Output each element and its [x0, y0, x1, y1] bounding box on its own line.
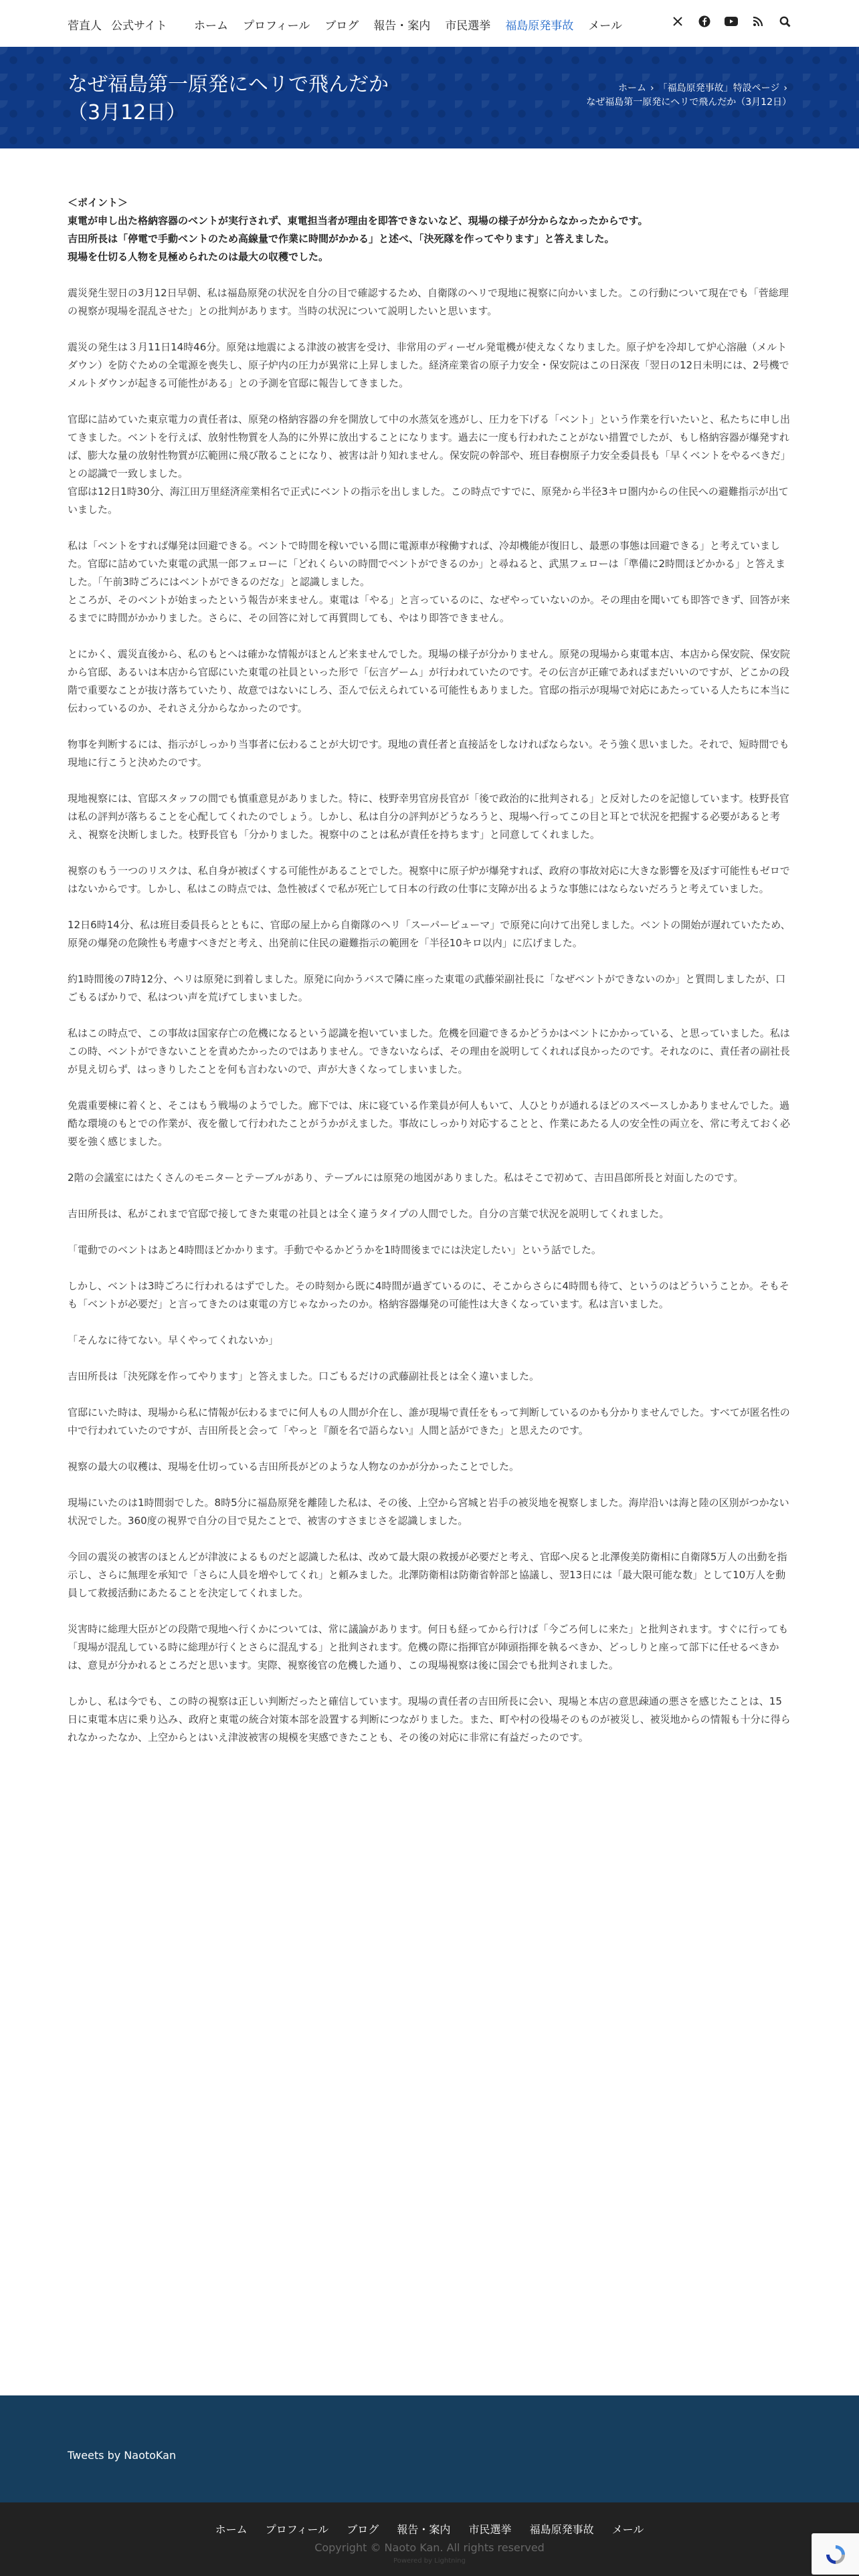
- recaptcha-badge[interactable]: [812, 2533, 859, 2575]
- article-paragraph: [68, 411, 791, 519]
- paragraph-text: 官邸にいた時は、現場から私に情報が伝わるまでに何人もの人間が介在し、誰が現場で責任をもって判断しているのかも分かりませんでした。すべてが匿名性の中で行われていたのですが、吉田所長と会って「やっと『顔を名で語らない』人間と話ができた」と思えたのです。: [68, 1406, 790, 1436]
- nav-item-citizen-election[interactable]: 市民選挙: [445, 19, 491, 33]
- breadcrumb: [586, 82, 791, 110]
- article-paragraph: [68, 338, 791, 393]
- brand-name: 菅直人: [68, 19, 102, 33]
- chevron-right-icon: ›: [783, 83, 787, 94]
- nav-item-home[interactable]: ホーム: [194, 19, 228, 33]
- footer-nav-citizen-election[interactable]: 市民選挙: [468, 2523, 512, 2536]
- points-heading: ＜ポイント＞: [68, 197, 128, 209]
- paragraph-text: 「電動でのベントはあと4時間ほどかかります。手動でやるかどうかを1時間後までには決定したい」という話でした。: [68, 1244, 601, 1256]
- footer-widget-area: [0, 2395, 859, 2502]
- brand-sub: 公式サイト: [111, 19, 167, 33]
- footer-nav-mail[interactable]: メール: [611, 2523, 644, 2536]
- paragraph-text: とにかく、震災直後から、私のもとへは確かな情報がほとんど来ませんでした。現場の様子が分かりません。原発の現場から東電本店、本店から保安院、保安院から官邸、あるいは本店から官邸にいた東電の社員といった形で「伝言ゲーム」が行われていたのです。その伝言が正確であればまだいいのですが、どこかの段階で重要なことが抜け落ちていたり、故意ではないにしろ、歪んで伝えられている可能性もありました。官邸の指示が現場で対応にあたっている人たちに本当に伝わっているのか、それさえ分からなかったのです。: [68, 648, 791, 714]
- point-item: 吉田所長は「停電で手動ベントのため高線量で作業に時間がかかる」と述べ、「決死隊を作ってやります」と答えました。: [68, 233, 615, 245]
- article-paragraph: [68, 1693, 791, 1747]
- paragraph-text: 私は「ベントをすれば爆発は回避できる。ベントで時間を稼いでいる間に電源車が稼働すれば、冷却機能が復旧し、最悪の事態は回避できる」と考えていました。官邸に詰めていた東電の武黒一郎フェローに「どれくらいの時間でベントができるのか」と尋ねると、武黒フェローは「準備に2時間ほどかかる」と答えました。「午前3時ごろにはベントができるのだな」と認識しました。: [68, 540, 786, 588]
- article-paragraph: [68, 862, 791, 898]
- breadcrumb-home[interactable]: ホーム: [618, 83, 647, 94]
- article-paragraph: [68, 1404, 791, 1440]
- footer-nav-profile[interactable]: プロフィール: [265, 2523, 329, 2536]
- nav-item-blog[interactable]: ブログ: [324, 19, 359, 33]
- paragraph-text: 視察の最大の収穫は、現場を仕切っている吉田所長がどのような人物なのかが分かったことでした。: [68, 1461, 520, 1473]
- article-paragraph: [68, 916, 791, 952]
- nav-item-profile[interactable]: プロフィール: [243, 19, 310, 33]
- article-paragraph: [68, 1097, 791, 1151]
- facebook-icon[interactable]: [698, 15, 711, 28]
- paragraph-text: 私はこの時点で、この事故は国家存亡の危機になるという認識を抱いていました。危機を回避できるかどうかはベントにかかっている、と思っていました。私はこの時、ベントができないことを責めたかったのではありません。できないならば、その理由を説明してくれれば良かったのです。それなのに、責任者の副社長が見え切らず、はっきりしたことを何も言わないので、声が大きくなってしまいました。: [68, 1027, 790, 1075]
- paragraph-text: 吉田所長は、私がこれまで官邸で接してきた東電の社員とは全く違うタイプの人間でした。自分の言葉で状況を説明してくれました。: [68, 1208, 670, 1220]
- article-paragraph: [68, 537, 791, 627]
- footer-nav-fukushima[interactable]: 福島原発事故: [529, 2523, 594, 2536]
- article-paragraph: [68, 1331, 791, 1350]
- rss-icon[interactable]: [751, 15, 765, 28]
- footer-nav-reports[interactable]: 報告・案内: [397, 2523, 451, 2536]
- search-icon[interactable]: [778, 15, 791, 28]
- paragraph-text: 約1時間後の7時12分、ヘリは原発に到着しました。原発に向かうバスで隣に座った東電の武藤栄副社長に「なぜベントができないのか」と質問しましたが、口ごもるばかりで、私はつい声を荒げてしまいました。: [68, 973, 786, 1003]
- page-title: [68, 71, 389, 127]
- social-links: [671, 15, 791, 28]
- site-brand[interactable]: [68, 16, 177, 33]
- paragraph-text: 災害時に総理大臣がどの段階で現地へ行くかについては、常に議論があります。何日も経ってから行けば「今ごろ何しに来た」と批判されます。すぐに行っても「現場が混乱している時に総理が行くとさらに混乱する」と批判されます。危機の際に指揮官が陣頭指揮を執るべきか、どっしりと座って部下に任せるべきかは、意見が分かれるところだと思います。実際、視察後官の危機した通り、この現場視察は後に国会でも批判されました。: [68, 1623, 789, 1671]
- footer-nav: [0, 2521, 859, 2537]
- article-body: [68, 194, 791, 1765]
- point-item: 現場を仕切る人物を見極められたのは最大の収穫でした。: [68, 251, 329, 263]
- paragraph-text: しかし、私は今でも、この時の視察は正しい判断だったと確信しています。現場の責任者の吉田所長に会い、現場と本店の意思疎通の悪さを感じたことは、15日に東電本店に乗り込み、政府と東電の統合対策本部を設置する判断につながりました。また、町や村の役場そのものが被災し、被災地からの情報も十分に得られなかったなか、上空からとはいえ津波被害の規模を実感できたことも、その後の対応に非常に有益だったのです。: [68, 1695, 791, 1743]
- article-paragraph: [68, 1458, 791, 1476]
- article-points: [68, 194, 791, 266]
- page-title-line2: （3月12日）: [68, 101, 187, 124]
- site-footer: [0, 2502, 859, 2576]
- recaptcha-icon: [824, 2543, 847, 2566]
- article-paragraph: [68, 736, 791, 772]
- point-item: 東電が申し出た格納容器のベントが実行されず、東電担当者が理由を即答できないなど、現場の様子が分からなかったからです。: [68, 215, 648, 227]
- article-paragraph: [68, 970, 791, 1006]
- nav-item-reports[interactable]: 報告・案内: [373, 19, 431, 33]
- powered-by: Powered by Lightning: [393, 2557, 466, 2565]
- article-paragraph: [68, 284, 791, 320]
- paragraph-text: 2階の会議室にはたくさんのモニターとテーブルがあり、テーブルには原発の地図がありました。私はそこで初めて、吉田昌郎所長と対面したのです。: [68, 1172, 744, 1184]
- article-paragraph: [68, 1620, 791, 1675]
- breadcrumb-current: なぜ福島第一原発にヘリで飛んだか（3月12日）: [586, 97, 791, 108]
- chevron-right-icon: ›: [650, 83, 654, 94]
- paragraph-text: 今回の震災の被害のほとんどが津波によるものだと認識した私は、改めて最大限の救援が必要だと考え、官邸へ戻ると北澤俊美防衛相に自衛隊5万人の出動を指示し、さらに無理を承知で「さらに人員を増やしてくれ」と頼みました。北澤防衛相は防衛省幹部と協議し、翌13日には「最大限可能な数」として10万人を動員して救援活動にあたることを決定してくれました。: [68, 1551, 787, 1599]
- page-hero: [0, 47, 859, 148]
- footer-nav-blog[interactable]: ブログ: [347, 2523, 379, 2536]
- article-paragraph: [68, 1277, 791, 1313]
- twitter-timeline-link[interactable]: Tweets by NaotoKan: [68, 2449, 177, 2462]
- article-paragraph: [68, 1241, 791, 1259]
- paragraph-text: 官邸は12日1時30分、海江田万里経済産業相名で正式にベントの指示を出しました。この時点ですでに、原発から半径3キロ圏内からの住民への避難指示が出ていました。: [68, 486, 789, 516]
- paragraph-text: しかし、ベントは3時ごろに行われるはずでした。その時刻から既に4時間が過ぎているのに、そこからさらに4時間も待て、というのはどういうことか。そもそも「ベントが必要だ」と言ってきたのは東電の方じゃなかったのか。格納容器爆発の可能性は大きくなっています。私は言いました。: [68, 1280, 789, 1310]
- paragraph-text: 官邸に詰めていた東京電力の責任者は、原発の格納容器の弁を開放して中の水蒸気を逃がし、圧力を下げる「ベント」という作業を行いたいと、私たちに申し出てきました。ベントを行えば、放射性物質を人為的に外界に放出することになります。過去に一度も行われたことがない措置でしたが、もし格納容器が爆発すれば、膨大な量の放射性物質が広範囲に飛び散ることになり、被害は計り知れません。保安院の幹部や、班目春樹原子力安全委員長も「早くベントをやるべきだ」との認識で一致しました。: [68, 413, 791, 479]
- nav-item-fukushima[interactable]: 福島原発事故: [505, 19, 574, 33]
- main-nav: [194, 16, 637, 33]
- article-paragraph: [68, 1494, 791, 1530]
- article-paragraph: [68, 1205, 791, 1223]
- article-paragraph: [68, 1548, 791, 1602]
- paragraph-text: 12日6時14分、私は班目委員長らとともに、官邸の屋上から自衛隊のヘリ「スーパーピューマ」で原発に向けて出発しました。ベントの開始が遅れていたため、原発の爆発の危険性も考慮すべきだと考え、出発前に住民の避難指示の範囲を「半径10キロ以内」に広げました。: [68, 919, 791, 949]
- paragraph-text: 視察のもう一つのリスクは、私自身が被ばくする可能性があることでした。視察中に原子炉が爆発すれば、政府の事故対応に大きな影響を及ぼす可能性もゼロではないからです。しかし、私はこの時点では、急性被ばくで私が死亡して日本の行政の仕事に支障が出るような事態にはならないだろうと考えていました。: [68, 865, 790, 895]
- paragraph-text: 震災発生翌日の3月12日早朝、私は福島原発の状況を自分の目で確認するため、自衛隊のヘリで現地に視察に向かいました。この行動について現在でも「菅総理の視察が現場を混乱させた」との批判があります。当時の状況について説明したいと思います。: [68, 287, 789, 317]
- paragraph-text: 吉田所長は「決死隊を作ってやります」と答えました。口ごもるだけの武藤副社長とは全く違いました。: [68, 1370, 540, 1382]
- paragraph-text: 物事を判断するには、指示がしっかり当事者に伝わることが大切です。現地の責任者と直接話をしなければならない。そう強く思いました。それで、短時間でも現地に行こうと決めたのです。: [68, 738, 789, 768]
- page-title-line1: なぜ福島第一原発にヘリで飛んだか: [68, 73, 389, 96]
- paragraph-text: 「そんなに待てない。早くやってくれないか」: [68, 1334, 279, 1346]
- article-paragraph: [68, 1368, 791, 1386]
- site-header: [0, 0, 859, 47]
- paragraph-text: 現場にいたのは1時間弱でした。8時5分に福島原発を離陸した私は、その後、上空から宮城と岩手の被災地を視察しました。海岸沿いは海と陸の区別がつかない状況でした。360度の視界で自分の目で見たことで、被害のすさまじさを認識しました。: [68, 1497, 789, 1527]
- copyright: Copyright © Naoto Kan. All rights reserved: [314, 2541, 545, 2554]
- article-paragraph: [68, 1025, 791, 1079]
- paragraph-text: 免震重要棟に着くと、そこはもう戦場のようでした。廊下では、床に寝ている作業員が何人もいて、人ひとりが通れるほどのスペースしかありませんでした。過酷な環境のもとでの作業が、夜を徹して行われたことがうかがえました。事故にしっかり対応することと、作業にあたる人の安全性の両立を、常に考えておく必要を強く感じました。: [68, 1099, 791, 1148]
- paragraph-text: 現地視察には、官邸スタッフの間でも慎重意見がありました。特に、枝野幸男官房長官が「後で政治的に批判される」と反対したのを記憶しています。枝野長官は私の評判が落ちることを心配してくれたのでしょう。しかし、私は自分の評判がどうなろうと、現場へ行ってこの目と耳とで状況を把握する必要があると考え、視察を決断しました。枝野長官も「分かりました。視察中のことは私が責任を持ちます」と同意してくれました。: [68, 792, 789, 841]
- article-paragraphs: [68, 284, 791, 1747]
- article-paragraph: [68, 1169, 791, 1187]
- article-paragraph: [68, 645, 791, 718]
- youtube-icon[interactable]: [725, 15, 738, 28]
- x-icon[interactable]: [671, 15, 684, 28]
- paragraph-text: ところが、そのベントが始まったという報告が来ません。東電は「やる」と言っているのに、なぜやっていないのか。その理由を聞いても即答できず、回答が来るまでに時間がかかりました。さらに、その回答に対して再質問しても、やはり即答できません。: [68, 594, 790, 624]
- paragraph-text: 震災の発生は３月11日14時46分。原発は地震による津波の被害を受け、非常用のディーゼル発電機が使えなくなりました。原子炉を冷却して炉心溶融（メルトダウン）を防ぐための全電源を喪失し、原子炉内の圧力が異常に上昇しました。経済産業省の原子力安全・保安院はこの日深夜「翌日の12日未明には、2号機でメルトダウンが起きる可能性がある」との予測を官邸に報告してきました。: [68, 341, 789, 389]
- footer-nav-home[interactable]: ホーム: [215, 2523, 248, 2536]
- breadcrumb-parent[interactable]: 「福島原発事故」特設ページ: [658, 83, 780, 94]
- article-paragraph: [68, 790, 791, 844]
- nav-item-mail[interactable]: メール: [588, 19, 622, 33]
